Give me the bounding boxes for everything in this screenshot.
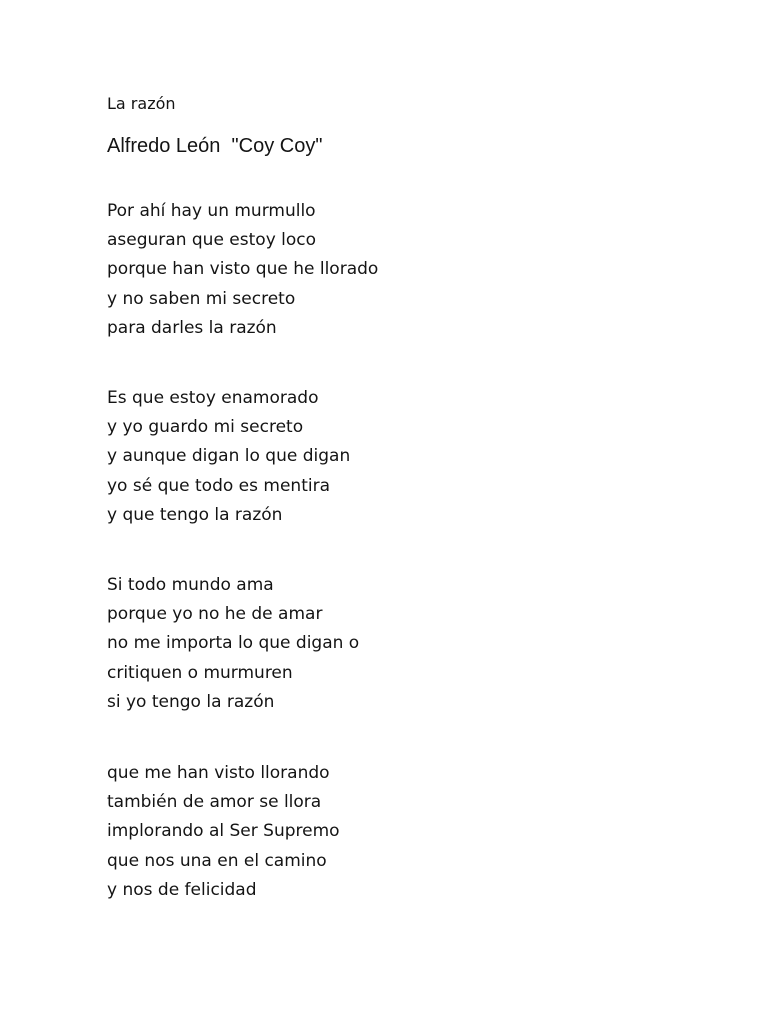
poem-title: La razón: [107, 94, 176, 113]
poem-line: si yo tengo la razón: [107, 691, 275, 712]
poem-line: no me importa lo que digan o: [107, 633, 360, 654]
poem-line: y nos de felicidad: [107, 879, 257, 900]
poem-line: Es que estoy enamorado: [107, 388, 319, 408]
stanza-1: [107, 197, 378, 343]
poem-line: porque yo no he de amar: [107, 604, 323, 625]
poem-author: Alfredo León "Coy Coy": [107, 135, 323, 157]
poem-line: yo sé que todo es mentira: [107, 475, 330, 496]
poem-line: que me han visto llorando: [107, 763, 330, 783]
stanza-2: [107, 384, 350, 530]
poem-line: critiquen o murmuren: [107, 662, 293, 683]
poem-line: Por ahí hay un murmullo: [107, 201, 316, 221]
poem-line: también de amor se llora: [107, 792, 322, 813]
poem-line: implorando al Ser Supremo: [107, 821, 340, 842]
poem-line: Si todo mundo ama: [107, 575, 274, 595]
stanza-4: [107, 759, 340, 905]
poem-line: porque han visto que he llorado: [107, 259, 379, 280]
poem-line: y yo guardo mi secreto: [107, 417, 304, 438]
poem-line: y que tengo la razón: [107, 504, 283, 525]
poem-line: y aunque digan lo que digan: [107, 446, 351, 467]
poem-line: para darles la razón: [107, 317, 277, 338]
poem-line: y no saben mi secreto: [107, 288, 296, 309]
stanza-3: [107, 571, 359, 717]
poem-line: aseguran que estoy loco: [107, 230, 317, 251]
poem-line: que nos una en el camino: [107, 850, 327, 871]
